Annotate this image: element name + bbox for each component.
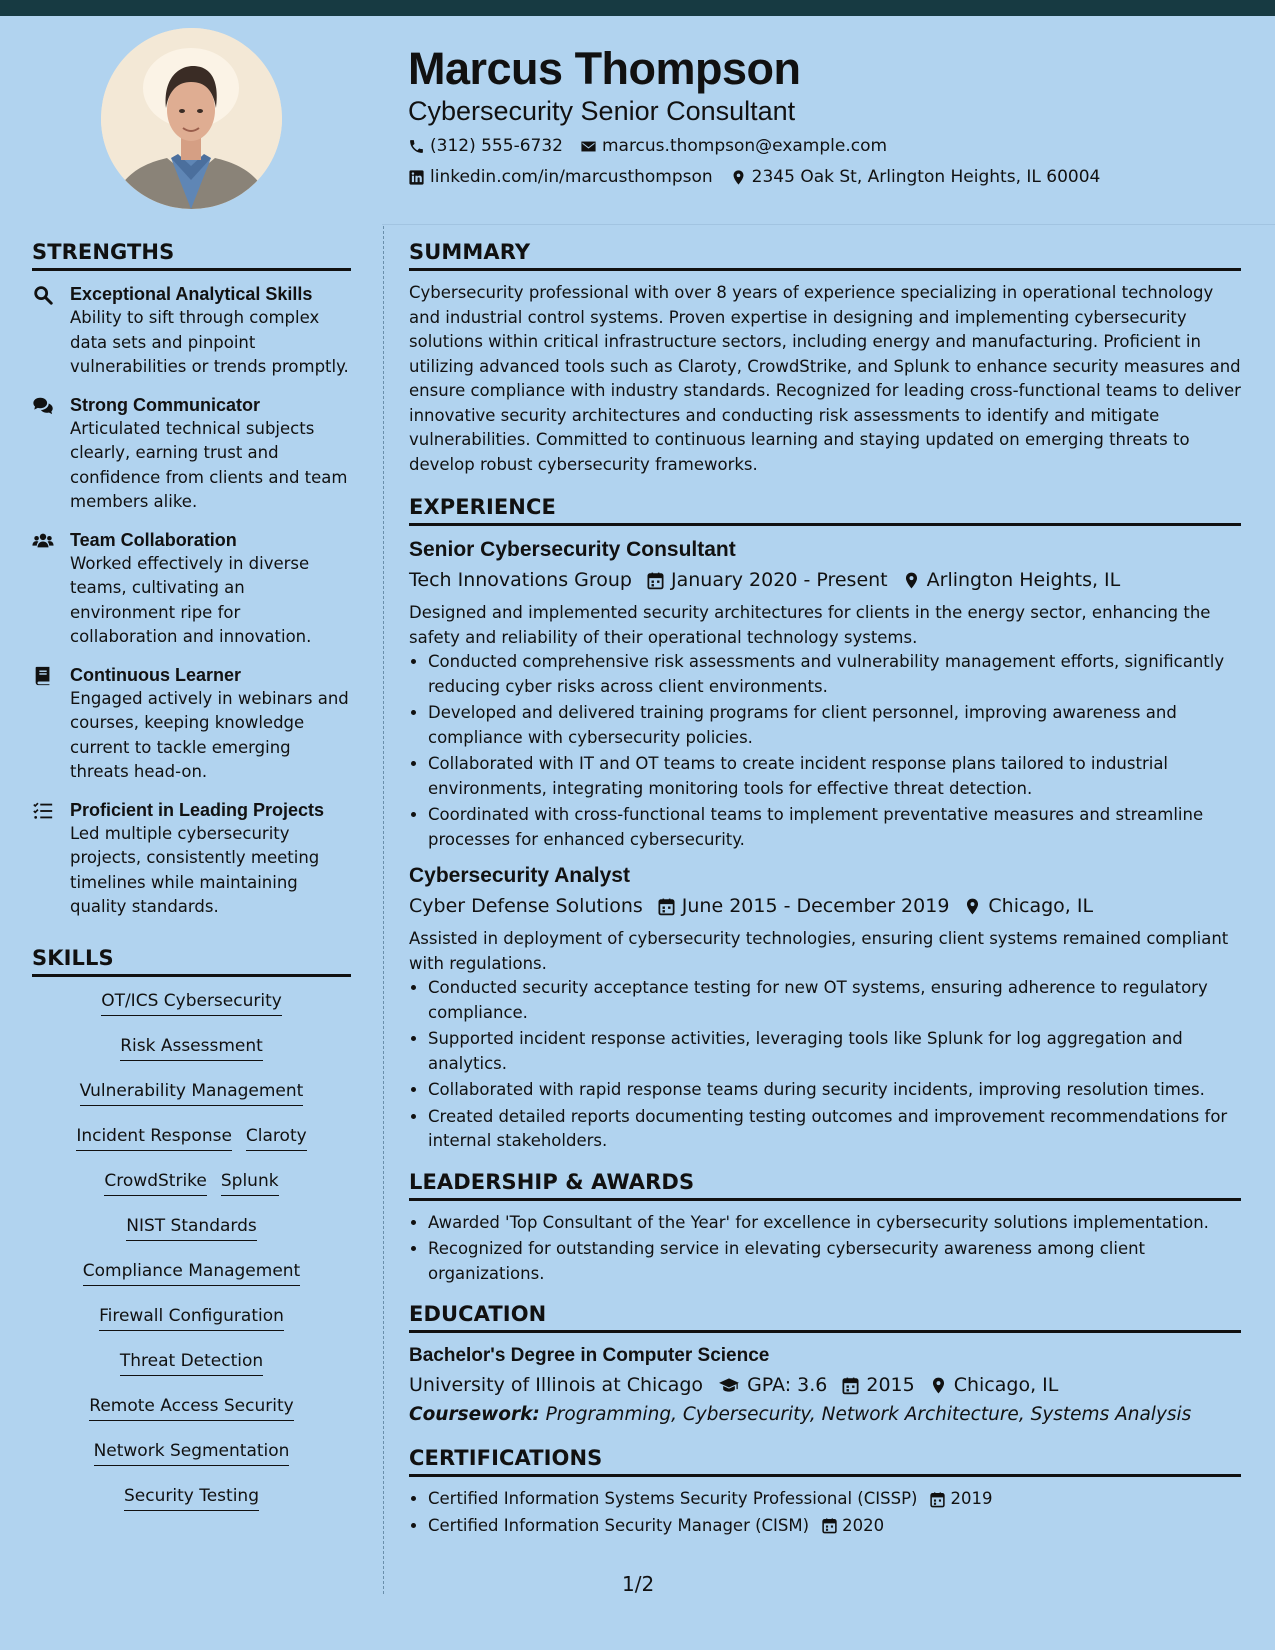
users-icon: [32, 530, 54, 552]
certifications-heading: CERTIFICATIONS: [409, 1444, 1241, 1477]
skill-tag: Incident Response: [76, 1124, 232, 1151]
contact-row-2: [408, 165, 1117, 189]
job-title: Senior Cybersecurity Consultant: [409, 538, 736, 561]
awards-heading: LEADERSHIP & AWARDS: [409, 1168, 1241, 1201]
education-meta: [409, 1370, 1241, 1400]
top-bar: [0, 0, 1275, 16]
strength-desc: Ability to sift through complex data sets and pinpoint vulnerabilities or trends promptly.: [70, 308, 349, 376]
skills-heading: SKILLS: [32, 944, 351, 977]
strength-item: [32, 529, 351, 650]
strength-title: Exceptional Analytical Skills: [70, 284, 313, 304]
header-divider: [382, 224, 1275, 225]
skill-tag: Threat Detection: [120, 1349, 263, 1376]
experience-heading: EXPERIENCE: [409, 493, 1241, 526]
skill-tag: Splunk: [221, 1169, 279, 1196]
company-name: Tech Innovations Group: [409, 569, 632, 591]
skill-tag: OT/ICS Cybersecurity: [101, 989, 282, 1016]
phone-icon: [408, 138, 425, 155]
gpa: GPA: 3.6: [747, 1374, 828, 1396]
skill-tag: Compliance Management: [83, 1259, 300, 1286]
address-item: [730, 165, 1101, 189]
job-bullets: [409, 650, 1241, 852]
skill-tag: Network Segmentation: [94, 1439, 290, 1466]
degree-title: Bachelor's Degree in Computer Science: [409, 1345, 770, 1366]
location-pin-icon: [963, 897, 982, 916]
job-bullet: • Created detailed reports documenting testing outcomes and improvement recommendations for internal stakeholders.: [428, 1105, 1241, 1154]
job-description: Assisted in deployment of cybersecurity technologies, ensuring client systems remained compliant with regulations.: [409, 929, 1229, 973]
award-item: • Recognized for outstanding service in elevating cybersecurity awareness among client organizations.: [428, 1237, 1241, 1286]
strength-item: [32, 394, 351, 515]
strength-title: Continuous Learner: [70, 664, 242, 685]
book-icon: [32, 665, 54, 687]
job-meta: [409, 891, 1241, 921]
skill-tag: Firewall Configuration: [99, 1304, 284, 1331]
job-bullet: • Collaborated with IT and OT teams to create incident response plans tailored to industrial environments, integrating monitoring tools for effective threat detection.: [428, 752, 1241, 801]
calendar-icon: [646, 571, 665, 590]
column-divider: [383, 226, 384, 1594]
strength-title: Proficient in Leading Projects: [70, 799, 325, 820]
skill-tag: NIST Standards: [126, 1214, 257, 1241]
graduation-year: 2015: [866, 1374, 915, 1396]
graduation-cap-icon: [717, 1375, 741, 1395]
list-check-icon: [32, 800, 54, 822]
strengths-heading: STRENGTHS: [32, 238, 351, 271]
cert-name: • Certified Information Security Manager (CISM): [428, 1515, 810, 1535]
job-bullet: • Conducted comprehensive risk assessments and vulnerability management efforts, significantly reducing cyber risks across client environments.: [428, 650, 1241, 699]
calendar-icon: [841, 1376, 860, 1395]
linkedin-icon: [408, 169, 425, 186]
coursework-label: Coursework:: [409, 1404, 540, 1425]
right-column: [409, 238, 1241, 1540]
cert-item: [428, 1514, 1241, 1539]
page-indicator: 1/2: [622, 1572, 655, 1596]
linkedin-item[interactable]: [408, 165, 713, 189]
job-entry: [409, 536, 1241, 852]
skill-tag: Security Testing: [124, 1484, 259, 1511]
strength-item: [32, 799, 351, 920]
job-bullets: [409, 976, 1241, 1154]
strength-item: [32, 283, 351, 380]
job-location: Arlington Heights, IL: [926, 569, 1121, 591]
address-text: 2345 Oak St, Arlington Heights, IL 60004: [751, 167, 1101, 187]
job-bullet: • Developed and delivered training programs for client personnel, improving awareness and compliance with cybersecurity policies.: [428, 701, 1241, 750]
job-dates: June 2015 - December 2019: [681, 895, 950, 917]
skill-tag: Vulnerability Management: [80, 1079, 304, 1106]
job-meta: [409, 565, 1241, 595]
email-text[interactable]: marcus.thompson@example.com: [601, 136, 888, 156]
phone-text: (312) 555-6732: [430, 136, 563, 156]
skill-tag: CrowdStrike: [104, 1169, 206, 1196]
job-bullet: • Conducted security acceptance testing for new OT systems, ensuring adherence to regulatory compliance.: [428, 976, 1241, 1025]
linkedin-text[interactable]: linkedin.com/in/marcusthompson: [430, 167, 713, 187]
summary-heading: SUMMARY: [409, 238, 1241, 271]
strength-desc: Engaged actively in webinars and courses, keeping knowledge current to tackle emerging threats head-on.: [70, 688, 349, 781]
job-bullet: • Supported incident response activities, leveraging tools like Splunk for log aggregation and analytics.: [428, 1027, 1241, 1076]
location-pin-icon: [730, 169, 747, 186]
candidate-name: Marcus Thompson: [408, 43, 801, 94]
school-location: Chicago, IL: [953, 1374, 1059, 1396]
calendar-icon: [821, 1517, 838, 1534]
skill-tag: Remote Access Security: [89, 1394, 293, 1421]
profile-photo: [101, 28, 282, 209]
summary-text: Cybersecurity professional with over 8 years of experience specializing in operational technology and industrial control systems. Proven expertise in designing and implementing cybersecurity solutions within critical infrastructure sectors, including energy and manufacturing. Proficient in utilizing advanced tools such as Claroty, CrowdStrike, and Splunk to enhance security measures and ensure compliance with industry standards. Recognized for leading cross-functional teams to deliver innovative security architectures and conducting risk assessments to identify and mitigate vulnerabilities. Committed to continuous learning and staying updated on emerging threats to develop robust cybersecurity frameworks.: [409, 283, 1241, 474]
search-icon: [32, 284, 54, 306]
email-item[interactable]: [580, 134, 887, 158]
skill-tag: Claroty: [246, 1124, 307, 1151]
job-entry: [409, 862, 1241, 1154]
strength-desc: Articulated technical subjects clearly, earning trust and confidence from clients and team members alike.: [70, 418, 348, 511]
certifications-list: [409, 1487, 1241, 1538]
calendar-icon: [929, 1491, 946, 1508]
skills-list: [32, 987, 351, 1511]
strength-desc: Worked effectively in diverse teams, cultivating an environment ripe for collaboration and innovation.: [70, 553, 312, 646]
job-location: Chicago, IL: [988, 895, 1094, 917]
skill-tag: Risk Assessment: [120, 1034, 263, 1061]
coursework: [409, 1400, 1241, 1430]
cert-item: [428, 1487, 1241, 1512]
awards-list: [409, 1211, 1241, 1287]
calendar-icon: [657, 897, 676, 916]
job-bullet: • Collaborated with rapid response teams during security incidents, improving resolution times.: [428, 1078, 1241, 1103]
strength-title: Strong Communicator: [70, 394, 261, 415]
candidate-title: Cybersecurity Senior Consultant: [408, 96, 796, 126]
chat-bubbles-icon: [32, 395, 54, 417]
cert-year: 2019: [950, 1489, 993, 1508]
envelope-icon: [580, 138, 597, 155]
job-title: Cybersecurity Analyst: [409, 864, 630, 887]
phone-item: [408, 134, 563, 158]
left-column: [32, 238, 351, 1529]
job-description: Designed and implemented security architectures for clients in the energy sector, enhancing the safety and reliability of their operational technology systems.: [409, 603, 1211, 647]
school-name: University of Illinois at Chicago: [409, 1374, 704, 1396]
cert-name: • Certified Information Systems Security Professional (CISSP): [428, 1489, 918, 1508]
award-item: • Awarded 'Top Consultant of the Year' for excellence in cybersecurity solutions implementation.: [428, 1211, 1241, 1236]
cert-year: 2020: [842, 1515, 885, 1535]
location-pin-icon: [902, 571, 921, 590]
strength-desc: Led multiple cybersecurity projects, consistently meeting timelines while maintaining quality standards.: [70, 823, 320, 916]
location-pin-icon: [929, 1376, 948, 1395]
job-dates: January 2020 - Present: [670, 569, 888, 591]
strength-title: Team Collaboration: [70, 529, 237, 550]
education-heading: EDUCATION: [409, 1300, 1241, 1333]
company-name: Cyber Defense Solutions: [409, 895, 643, 917]
contact-row-1: [408, 134, 904, 158]
strength-item: [32, 664, 351, 785]
job-bullet: • Coordinated with cross-functional teams to implement preventative measures and streamline processes for enhanced cybersecurity.: [428, 803, 1241, 852]
coursework-text: Programming, Cybersecurity, Network Architecture, Systems Analysis: [545, 1404, 1192, 1425]
